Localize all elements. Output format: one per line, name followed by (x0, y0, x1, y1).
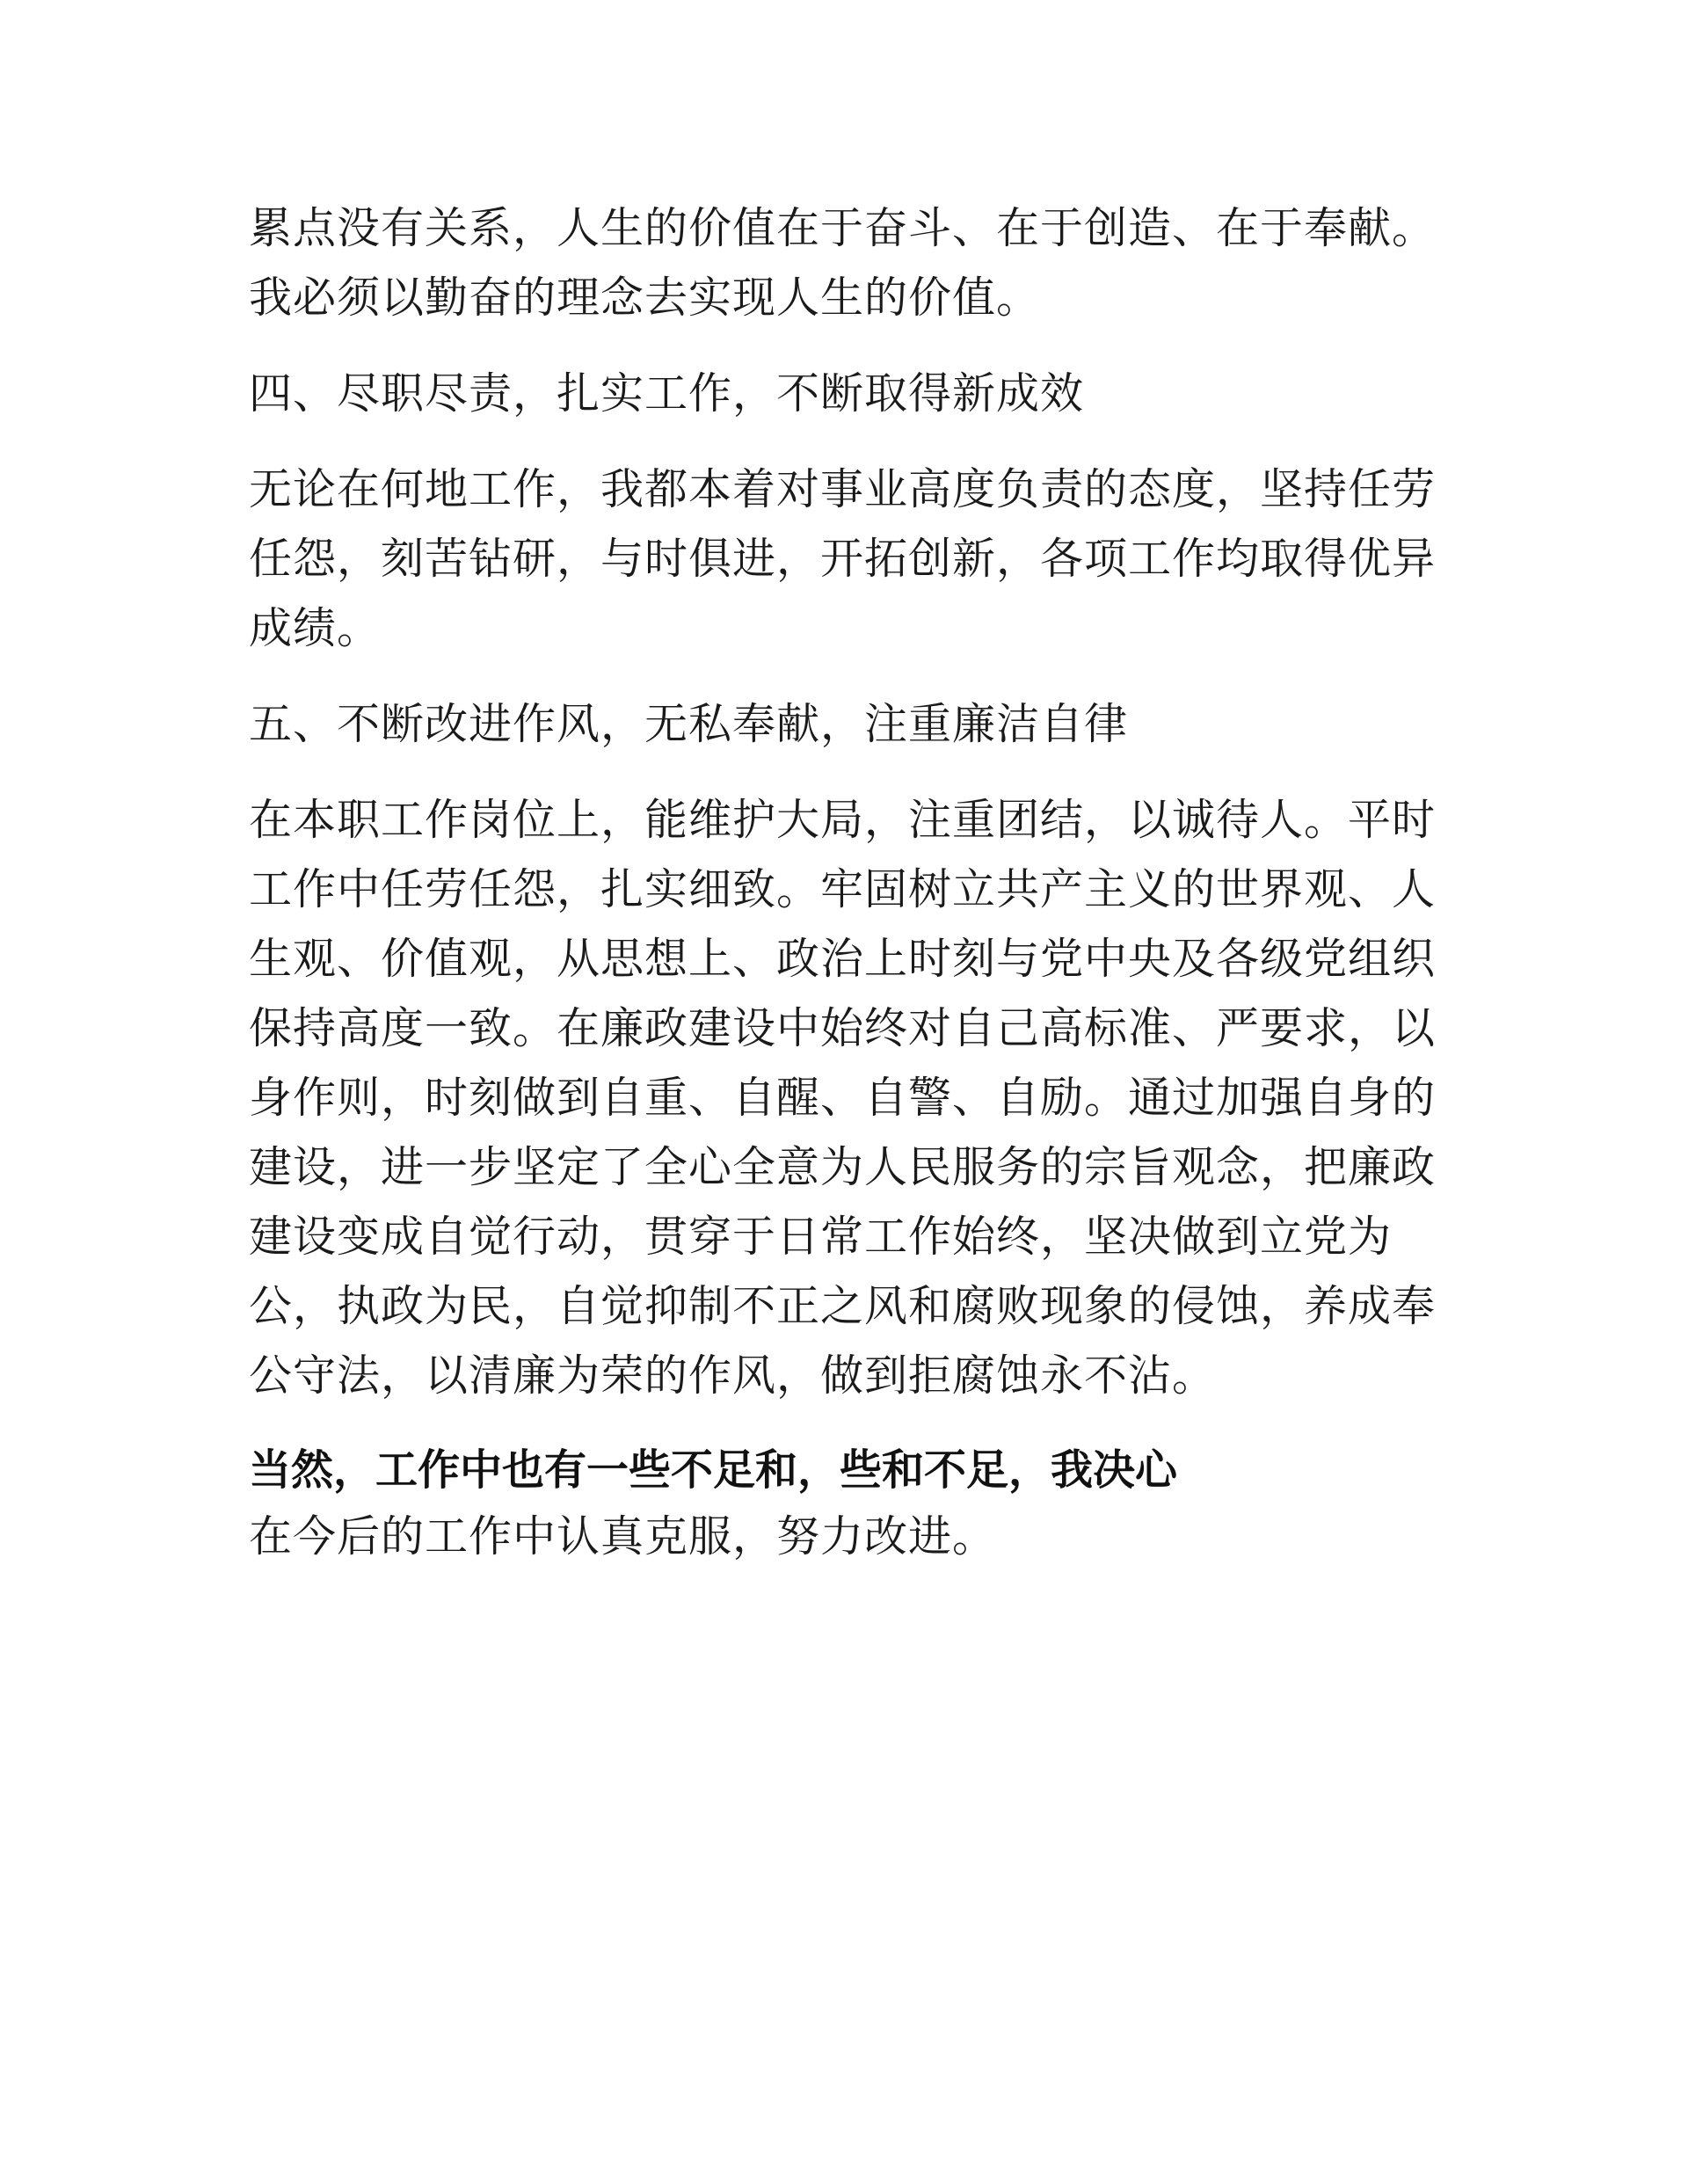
text-line: 我必须以勤奋的理念去实现人生的价值。 (249, 273, 1041, 323)
text-line: 建设变成自觉行动，贯穿于日常工作始终，坚决做到立党为 (249, 1212, 1393, 1262)
text-line: 成绩。 (249, 603, 382, 653)
text-line: 任怨，刻苦钻研，与时俱进，开拓创新，各项工作均取得优异 (249, 534, 1437, 584)
text-line: 身作则，时刻做到自重、自醒、自警、自励。通过加强自身的 (249, 1073, 1437, 1123)
document-body (249, 193, 1444, 1570)
text-line: 保持高度一致。在廉政建设中始终对自己高标准、严要求，以 (249, 1003, 1437, 1053)
closing-normal-line: 在今后的工作中认真克服，努力改进。 (249, 1511, 997, 1562)
text-line: 无论在何地工作，我都本着对事业高度负责的态度，坚持任劳 (249, 464, 1437, 514)
paragraph-integrity (249, 785, 1444, 1410)
text-line: 公，执政为民，自觉抑制不正之风和腐败现象的侵蚀，养成奉 (249, 1281, 1437, 1331)
text-line: 工作中任劳任怨，扎实细致。牢固树立共产主义的世界观、人 (249, 864, 1437, 914)
paragraph-diligent-work (249, 455, 1444, 663)
text-line: 在本职工作岗位上，能维护大局，注重团结，以诚待人。平时 (249, 795, 1437, 845)
text-line: 建设，进一步坚定了全心全意为人民服务的宗旨观念，把廉政 (249, 1142, 1437, 1192)
paragraph-value-of-life (249, 193, 1444, 332)
text-line: 公守法，以清廉为荣的作风，做到拒腐蚀永不沾。 (249, 1350, 1217, 1401)
text-line: 累点没有关系，人生的价值在于奋斗、在于创造、在于奉献。 (249, 203, 1437, 253)
closing-paragraph (249, 1437, 1444, 1570)
closing-bold-line: 当然，工作中也有一些不足和，些和不足，我决心 (249, 1445, 1178, 1495)
text-line: 生观、价值观，从思想上、政治上时刻与党中央及各级党组织 (249, 934, 1437, 984)
section-heading-5: 五、不断改进作风，无私奉献，注重廉洁自律 (249, 699, 1129, 749)
section-heading-4: 四、尽职尽责，扎实工作，不断取得新成效 (249, 368, 1085, 419)
